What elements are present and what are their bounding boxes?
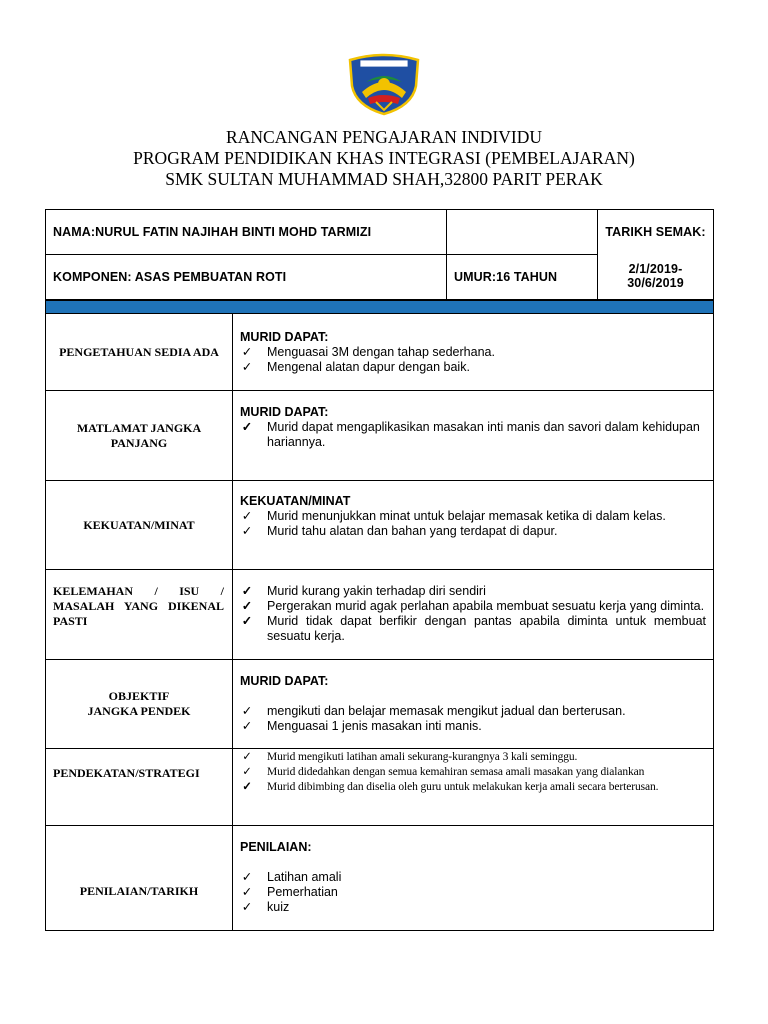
check-date-end: 30/6/2019 xyxy=(627,276,684,290)
list-item: ✓ Mengenal alatan dapur dengan baik. xyxy=(241,360,470,374)
row-label: OBJEKTIF JANGKA PENDEK xyxy=(46,660,233,748)
row-matlamat xyxy=(46,391,713,481)
list-item: ✓ Murid didedahkan dengan semua kemahiran semasa amali masakan yang dialankan xyxy=(240,765,706,780)
row-content xyxy=(234,660,713,748)
student-age: UMUR:16 TAHUN xyxy=(454,270,558,284)
school-crest-logo xyxy=(346,52,422,116)
list-item: ✓ kuiz xyxy=(241,900,290,914)
check-icon: ✓ xyxy=(241,704,253,718)
row-content xyxy=(234,570,713,659)
row-subheading: PENILAIAN: xyxy=(240,840,312,854)
check-icon: ✓ xyxy=(241,599,253,613)
item-list xyxy=(240,345,706,375)
row-label: MATLAMAT JANGKA PANJANG xyxy=(46,391,233,480)
row-subheading: KEKUATAN/MINAT xyxy=(240,494,351,508)
check-icon: ✓ xyxy=(242,751,252,763)
row-content xyxy=(234,749,713,825)
row-pengetahuan xyxy=(46,314,713,391)
row-label: KEKUATAN/MINAT xyxy=(46,481,233,569)
list-item: ✓ Menguasai 1 jenis masakan inti manis. xyxy=(241,719,482,733)
row-content xyxy=(234,391,713,480)
teaching-plan-table xyxy=(45,314,714,931)
list-item: ✓ Pemerhatian xyxy=(241,885,338,899)
section-separator-bar xyxy=(45,300,714,314)
item-list xyxy=(240,420,706,450)
check-icon: ✓ xyxy=(241,870,253,884)
check-icon: ✓ xyxy=(241,524,253,538)
check-icon: ✓ xyxy=(241,719,253,733)
row-label: PENGETAHUAN SEDIA ADA xyxy=(46,314,233,390)
school-address: SMK SULTAN MUHAMMAD SHAH,32800 PARIT PERAK xyxy=(165,169,603,189)
row-subheading: MURID DAPAT: xyxy=(240,330,329,344)
check-icon: ✓ xyxy=(241,900,253,914)
row-pendekatan xyxy=(46,749,713,826)
list-item: ✓ Murid tahu alatan dan bahan yang terdapat di dapur. xyxy=(241,524,558,538)
check-icon: ✓ xyxy=(241,584,253,598)
row-subheading: MURID DAPAT: xyxy=(240,674,329,688)
check-icon: ✓ xyxy=(242,766,252,778)
check-icon: ✓ xyxy=(241,614,253,628)
student-info-table xyxy=(45,209,714,300)
row-content xyxy=(234,314,713,390)
check-icon: ✓ xyxy=(241,360,253,374)
list-item: ✓ Murid menunjukkan minat untuk belajar memasak ketika di dalam kelas. xyxy=(241,509,666,523)
row-objektif xyxy=(46,660,713,749)
list-item: ✓ mengikuti dan belajar memasak mengikut jadual dan berterusan. xyxy=(241,704,626,718)
document-title: RANCANGAN PENGAJARAN INDIVIDU xyxy=(226,127,542,147)
row-label: PENILAIAN/TARIKH xyxy=(46,826,233,930)
list-item: ✓ Menguasai 3M dengan tahap sederhana. xyxy=(241,345,495,359)
check-icon: ✓ xyxy=(241,885,253,899)
list-item: ✓ Murid kurang yakin terhadap diri sendiri xyxy=(241,584,486,598)
item-list xyxy=(240,750,706,795)
check-date-label: TARIKH SEMAK: xyxy=(605,225,706,239)
row-kekuatan xyxy=(46,481,713,570)
item-list xyxy=(240,584,706,644)
program-name: PROGRAM PENDIDIKAN KHAS INTEGRASI (PEMBELAJARAN) xyxy=(133,148,635,168)
row-label: PENDEKATAN/STRATEGI xyxy=(46,749,233,825)
check-date-range xyxy=(598,254,713,298)
row-subheading: MURID DAPAT: xyxy=(240,405,329,419)
list-item: ✓ Murid mengikuti latihan amali sekurang-kurangnya 3 kali seminggu. xyxy=(240,750,706,765)
check-date-start: 2/1/2019- xyxy=(628,262,683,276)
list-item: ✓ Murid dibimbing dan diselia oleh guru untuk melakukan kerja amali secara berterusan. xyxy=(240,780,706,795)
list-item: ✓ Murid dapat mengaplikasikan masakan inti manis dan savori dalam kehidupan hariannya. xyxy=(241,420,700,449)
item-list xyxy=(240,509,706,539)
row-content xyxy=(234,481,713,569)
row-penilaian xyxy=(46,826,713,930)
check-icon: ✓ xyxy=(241,509,253,523)
list-item: ✓ Murid tidak dapat berfikir dengan pantas apabila diminta untuk membuat sesuatu kerja. xyxy=(241,614,706,643)
list-item: ✓ Pergerakan murid agak perlahan apabila membuat sesuatu kerja yang diminta. xyxy=(241,599,705,613)
component-name: KOMPONEN: ASAS PEMBUATAN ROTI xyxy=(53,270,287,284)
row-label: KELEMAHAN / ISU / MASALAH YANG DIKENAL PASTI xyxy=(46,570,233,659)
list-item: ✓ Latihan amali xyxy=(241,870,342,884)
item-list xyxy=(240,704,706,734)
item-list xyxy=(240,870,706,915)
row-kelemahan xyxy=(46,570,713,660)
check-icon: ✓ xyxy=(241,345,253,359)
row-content xyxy=(234,826,713,930)
check-icon: ✓ xyxy=(242,781,252,793)
check-icon: ✓ xyxy=(241,420,253,434)
student-name: NAMA:NURUL FATIN NAJIHAH BINTI MOHD TARMIZI xyxy=(53,225,372,239)
